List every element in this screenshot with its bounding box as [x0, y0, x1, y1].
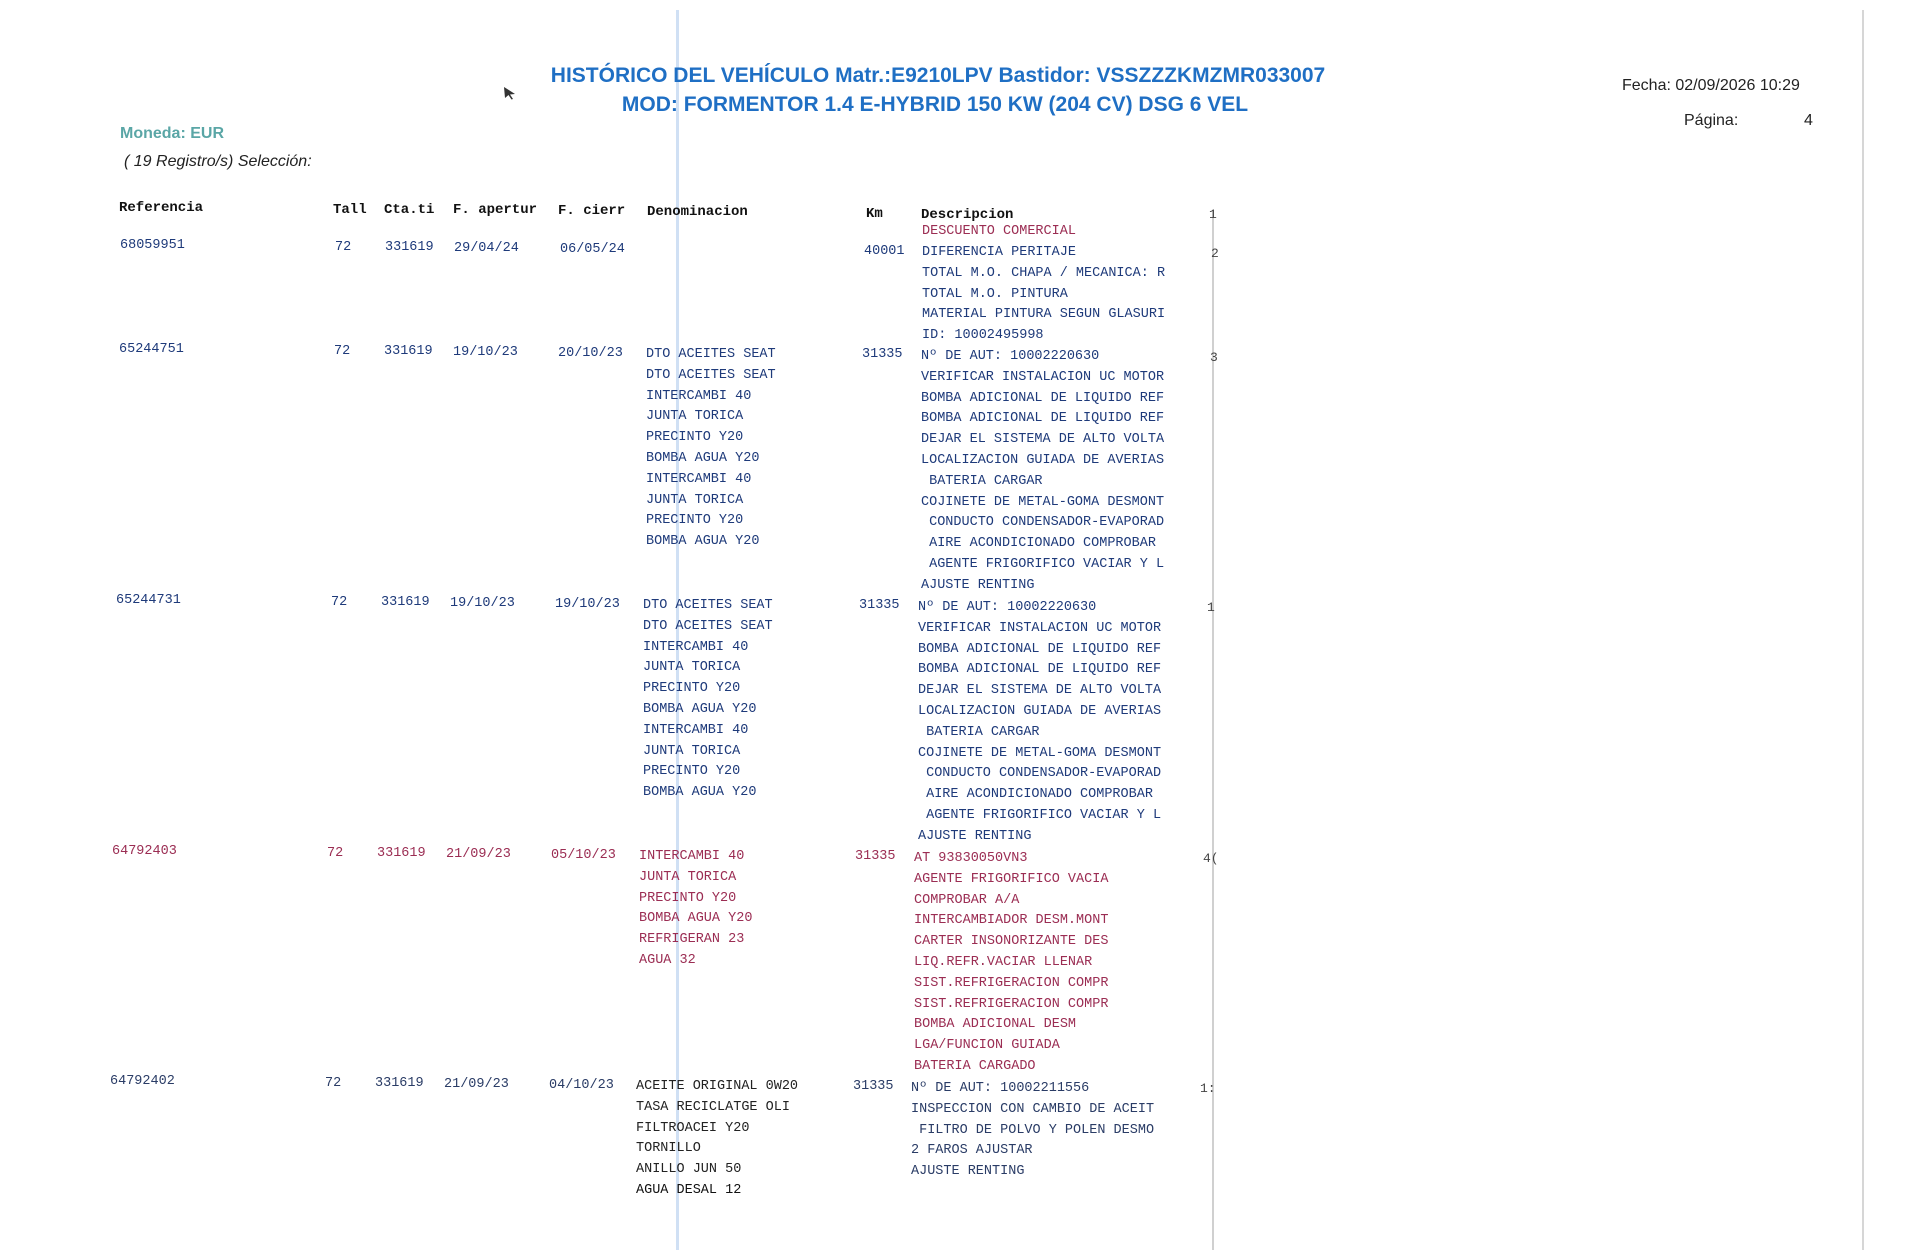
denominacion-line: ACEITE ORIGINAL 0W20: [636, 1079, 799, 1094]
record-km: 31335: [855, 849, 896, 864]
descripcion-line: BATERIA CARGAR: [921, 473, 1043, 489]
denominacion-line: PRECINTO Y20: [646, 430, 744, 446]
descripcion-line: BATERIA CARGADO: [914, 1058, 1036, 1074]
col-f-cierr: F. cierr: [558, 203, 626, 219]
record-descripcion: [918, 598, 1161, 848]
record-km: 31335: [859, 598, 900, 613]
record-cta: 331619: [384, 344, 433, 359]
descripcion-line: DEJAR EL SISTEMA DE ALTO VOLTA: [921, 432, 1165, 448]
denominacion-line: BOMBA AGUA Y20: [646, 450, 760, 466]
col-cta: Cta.ti: [384, 202, 435, 218]
denominacion-line: INTERCAMBI 40: [643, 639, 749, 655]
denominacion-line: BOMBA AGUA Y20: [643, 785, 757, 801]
record-edge-char: 3: [1210, 350, 1218, 365]
record-descripcion: [911, 1079, 1154, 1183]
denominacion-line: INTERCAMBI 40: [646, 388, 752, 404]
descripcion-line: BOMBA ADICIONAL DESM: [914, 1017, 1077, 1033]
descripcion-line: BOMBA ADICIONAL DE LIQUIDO REF: [918, 641, 1162, 657]
page-edge-line: [1862, 10, 1864, 1250]
denominacion-line: INTERCAMBI 40: [643, 722, 749, 738]
descripcion-line: VERIFICAR INSTALACION UC MOTOR: [918, 620, 1162, 636]
col-referencia: Referencia: [119, 200, 204, 216]
denominacion-line: PRECINTO Y20: [643, 764, 741, 780]
denominacion-line: AGUA DESAL 12: [636, 1182, 742, 1198]
descripcion-line: AJUSTE RENTING: [921, 577, 1035, 593]
record-f-apertur: 19/10/23: [453, 345, 518, 360]
record-km: 31335: [853, 1079, 894, 1094]
descripcion-line: DIFERENCIA PERITAJE: [922, 245, 1076, 260]
descripcion-line: AGENTE FRIGORIFICO VACIAR Y L: [921, 556, 1165, 572]
denominacion-line: DTO ACEITES SEAT: [646, 367, 776, 383]
fecha-label: Fecha: 02/09/2026 10:29: [1622, 77, 1800, 94]
descripcion-line: TOTAL M.O. PINTURA: [922, 286, 1068, 302]
descripcion-line: BOMBA ADICIONAL DE LIQUIDO REF: [921, 411, 1165, 427]
descripcion-line: DEJAR EL SISTEMA DE ALTO VOLTA: [918, 683, 1162, 699]
record-referencia: 68059951: [120, 238, 185, 253]
record-f-cierr: 19/10/23: [555, 597, 620, 612]
record-tall: 72: [325, 1076, 342, 1091]
descripcion-line: COMPROBAR A/A: [914, 892, 1020, 908]
denominacion-line: PRECINTO Y20: [639, 890, 737, 906]
record-cta: 331619: [375, 1076, 424, 1091]
record-tall: 72: [334, 344, 351, 359]
descripcion-line: BATERIA CARGAR: [918, 724, 1040, 740]
descripcion-line: INTERCAMBIADOR DESM.MONT: [914, 913, 1109, 929]
denominacion-line: REFRIGERAN 23: [639, 932, 745, 948]
document-title: HISTÓRICO DEL VEHÍCULO Matr.:E9210LPV Bastidor: VSSZZZKMZMR033007: [550, 64, 1326, 87]
denominacion-line: DTO ACEITES SEAT: [646, 347, 776, 362]
descripcion-line: FILTRO DE POLVO Y POLEN DESMO: [911, 1122, 1155, 1138]
denominacion-line: JUNTA TORICA: [643, 660, 741, 676]
descripcion-line: COJINETE DE METAL-GOMA DESMONT: [921, 494, 1165, 510]
descripcion-line: LOCALIZACION GUIADA DE AVERIAS: [921, 452, 1165, 468]
record-edge-char: 1: [1207, 600, 1215, 615]
cut-header-char: 1: [1209, 207, 1217, 222]
record-descripcion-pre: DESCUENTO COMERCIAL: [922, 224, 1076, 239]
record-f-apertur: 19/10/23: [450, 596, 515, 611]
descripcion-line: VERIFICAR INSTALACION UC MOTOR: [921, 369, 1165, 385]
descripcion-line: AT 93830050VN3: [914, 851, 1028, 866]
descripcion-line: BOMBA ADICIONAL DE LIQUIDO REF: [918, 662, 1162, 678]
record-cta: 331619: [377, 846, 426, 861]
descripcion-line: Nº DE AUT: 10002220630: [918, 600, 1097, 615]
record-denominacion: [639, 847, 752, 972]
record-edge-char: 4(: [1203, 851, 1219, 866]
col-descripcion: Descripcion: [921, 207, 1014, 223]
descripcion-line: LOCALIZACION GUIADA DE AVERIAS: [918, 703, 1162, 719]
record-denominacion: [646, 345, 776, 553]
denominacion-line: AGUA 32: [639, 952, 696, 968]
descripcion-line: LIQ.REFR.VACIAR LLENAR: [914, 954, 1093, 970]
descripcion-line: BOMBA ADICIONAL DE LIQUIDO REF: [921, 390, 1165, 406]
descripcion-line: ID: 10002495998: [922, 328, 1044, 344]
denominacion-line: INTERCAMBI 40: [646, 471, 752, 487]
descripcion-line: MATERIAL PINTURA SEGUN GLASURI: [922, 307, 1166, 323]
pagina-value: 4: [1804, 112, 1813, 129]
col-km: Km: [866, 206, 883, 222]
descripcion-line: AJUSTE RENTING: [911, 1164, 1025, 1180]
denominacion-line: JUNTA TORICA: [646, 492, 744, 508]
record-descripcion: [914, 849, 1108, 1078]
record-km: 40001: [864, 244, 905, 259]
record-f-apertur: 21/09/23: [444, 1077, 509, 1092]
denominacion-line: PRECINTO Y20: [643, 681, 741, 697]
record-cta: 331619: [381, 595, 430, 610]
record-edge-char: 1:: [1200, 1081, 1216, 1096]
record-f-apertur: 21/09/23: [446, 847, 511, 862]
descripcion-line: Nº DE AUT: 10002220630: [921, 349, 1100, 364]
record-f-cierr: 06/05/24: [560, 242, 625, 257]
record-denominacion: [643, 596, 773, 804]
descripcion-line: TOTAL M.O. CHAPA / MECANICA: R: [922, 265, 1166, 281]
record-referencia: 65244751: [119, 342, 184, 357]
denominacion-line: DTO ACEITES SEAT: [643, 598, 773, 613]
descripcion-line: 2 FAROS AJUSTAR: [911, 1143, 1033, 1159]
descripcion-line: INSPECCION CON CAMBIO DE ACEIT: [911, 1101, 1155, 1117]
record-denominacion: [636, 1077, 798, 1202]
denominacion-line: DTO ACEITES SEAT: [643, 618, 773, 634]
denominacion-line: FILTROACEI Y20: [636, 1120, 750, 1136]
record-edge-char: 2: [1211, 246, 1219, 261]
record-tall: 72: [335, 240, 352, 255]
record-referencia: 65244731: [116, 593, 181, 608]
record-f-cierr: 05/10/23: [551, 848, 616, 863]
descripcion-line: COJINETE DE METAL-GOMA DESMONT: [918, 745, 1162, 761]
pagina-label: Página:: [1684, 112, 1739, 129]
moneda-label: Moneda: EUR: [120, 125, 224, 142]
denominacion-line: ANILLO JUN 50: [636, 1162, 742, 1178]
descripcion-line: CONDUCTO CONDENSADOR-EVAPORAD: [918, 766, 1162, 782]
descripcion-line: AGENTE FRIGORIFICO VACIA: [914, 871, 1109, 887]
descripcion-line: SIST.REFRIGERACION COMPR: [914, 996, 1109, 1012]
record-cta: 331619: [385, 240, 434, 255]
descripcion-line: CARTER INSONORIZANTE DES: [914, 934, 1109, 950]
descripcion-line: LGA/FUNCION GUIADA: [914, 1038, 1060, 1054]
col-denominacion: Denominacion: [647, 204, 748, 220]
descripcion-line: AIRE ACONDICIONADO COMPROBAR: [918, 787, 1153, 803]
denominacion-line: PRECINTO Y20: [646, 513, 744, 529]
record-referencia: 64792402: [110, 1074, 175, 1089]
descripcion-line: Nº DE AUT: 10002211556: [911, 1081, 1090, 1096]
record-f-cierr: 04/10/23: [549, 1078, 614, 1093]
denominacion-line: JUNTA TORICA: [639, 869, 737, 885]
denominacion-line: BOMBA AGUA Y20: [646, 534, 760, 550]
denominacion-line: INTERCAMBI 40: [639, 849, 745, 864]
document-subtitle: MOD: FORMENTOR 1.4 E-HYBRID 150 KW (204 CV) DSG 6 VEL: [621, 93, 1249, 116]
record-tall: 72: [327, 846, 344, 861]
record-descripcion: [922, 243, 1165, 347]
denominacion-line: JUNTA TORICA: [643, 743, 741, 759]
record-f-cierr: 20/10/23: [558, 346, 623, 361]
record-tall: 72: [331, 595, 348, 610]
descripcion-line: AGENTE FRIGORIFICO VACIAR Y L: [918, 807, 1162, 823]
denominacion-line: BOMBA AGUA Y20: [643, 701, 757, 717]
col-f-apertur: F. apertur: [453, 202, 538, 218]
descripcion-line: CONDUCTO CONDENSADOR-EVAPORAD: [921, 515, 1165, 531]
denominacion-line: TASA RECICLATGE OLI: [636, 1099, 790, 1115]
denominacion-line: BOMBA AGUA Y20: [639, 911, 753, 927]
registros-label: ( 19 Registro/s) Selección:: [124, 153, 312, 170]
descripcion-line: AIRE ACONDICIONADO COMPROBAR: [921, 536, 1156, 552]
record-referencia: 64792403: [112, 844, 177, 859]
record-km: 31335: [862, 347, 903, 362]
descripcion-line: SIST.REFRIGERACION COMPR: [914, 975, 1109, 991]
record-f-apertur: 29/04/24: [454, 241, 519, 256]
descripcion-line: AJUSTE RENTING: [918, 828, 1032, 844]
denominacion-line: TORNILLO: [636, 1141, 701, 1157]
col-tall: Tall: [333, 202, 367, 218]
denominacion-line: JUNTA TORICA: [646, 409, 744, 425]
record-descripcion: [921, 347, 1164, 597]
